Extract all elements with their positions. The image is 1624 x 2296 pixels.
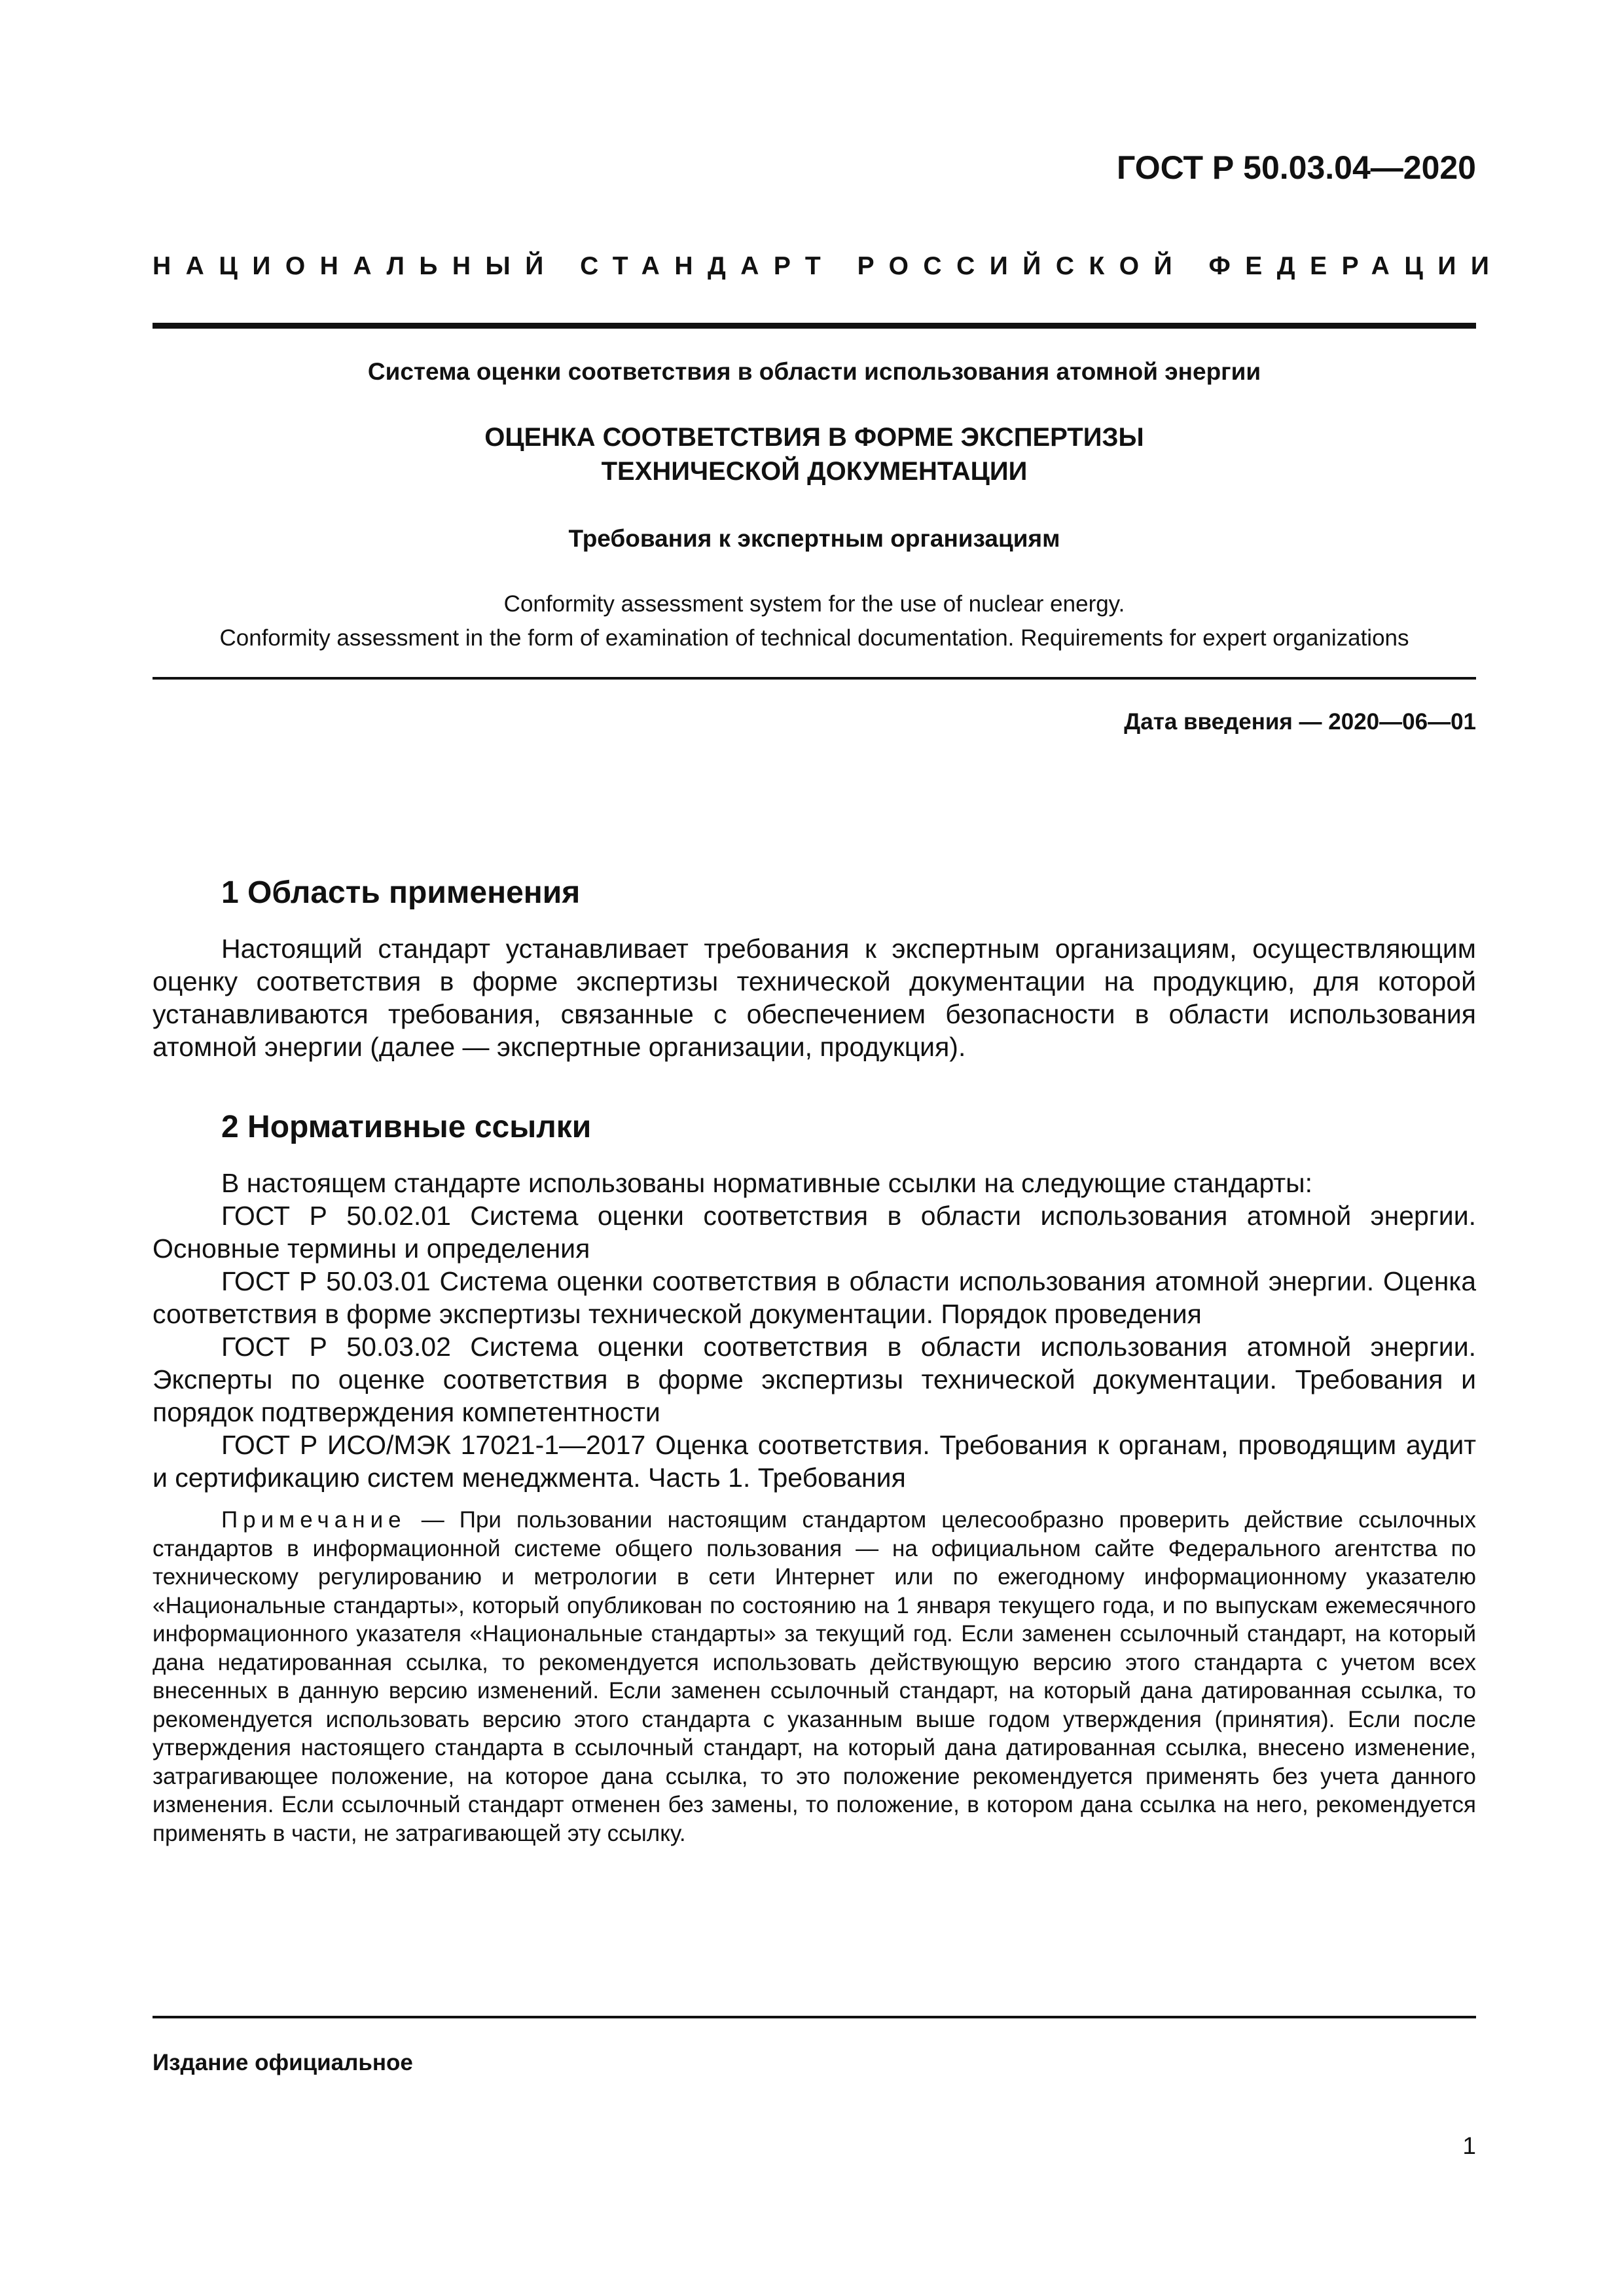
document-title	[153, 420, 1476, 488]
note-label: Примечание	[221, 1507, 406, 1533]
standard-number: ГОСТ Р 50.03.04—2020	[1117, 149, 1476, 186]
reference-item: ГОСТ Р 50.02.01 Система оценки соответствия в области использования атомной энергии. Основные термины и определения	[153, 1201, 1476, 1264]
english-title	[153, 587, 1476, 655]
references-intro: В настоящем стандарте использованы нормативные ссылки на следующие стандарты:	[221, 1168, 1313, 1198]
reference-item: ГОСТ Р ИСО/МЭК 17021-1—2017 Оценка соответствия. Требования к органам, проводящим аудит и сертификацию систем менеджмента. Часть 1. Требования	[153, 1430, 1476, 1493]
footer-divider	[153, 2016, 1476, 2018]
header-divider	[153, 323, 1476, 329]
document-title-line-1: ОЦЕНКА СООТВЕТСТВИЯ В ФОРМЕ ЭКСПЕРТИЗЫ	[484, 423, 1144, 452]
note-text: — При пользовании настоящим стандартом целесообразно проверить действие ссылочных стандартов в информационной системе общего пользования — на официальном сайте Федерального агентства по техническому регулированию и метрологии в сети Интернет или по ежегодному информационному указателю «Национальные стандарты», который опубликован по состоянию на 1 января текущего года, и по выпускам ежемесячного информационного указателя «Национальные стандарты» за текущий год. Если заменен ссылочный стандарт, на который дана недатированная ссылка, то рекомендуется использовать действующую версию этого стандарта с учетом всех внесенных в данную версию изменений. Если заменен ссылочный стандарт, на который дана датированная ссылка, то рекомендуется использовать версию этого стандарта с указанным выше годом утверждения (принятия). Если после утверждения настоящего стандарта в ссылочный стандарт, на который дана датированная ссылка, внесено изменение, затрагивающее положение, на которое дана ссылка, то это положение рекомендуется применять без учета данного изменения. Если ссылочный стандарт отменен без замены, то положение, в котором дана ссылка на него, рекомендуется применять в части, не затрагивающей эту ссылку.	[153, 1507, 1476, 1846]
reference-item: ГОСТ Р 50.03.02 Система оценки соответствия в области использования атомной энергии. Эксперты по оценке соответствия в форме экспертизы технической документации. Требования и порядок подтверждения компетентности	[153, 1332, 1476, 1427]
document-subtitle: Требования к экспертным организациям	[568, 525, 1060, 552]
system-title: Система оценки соответствия в области использования атомной энергии	[367, 358, 1261, 385]
page-number: 1	[1462, 2132, 1476, 2159]
section-2-heading: 2 Нормативные ссылки	[221, 1110, 592, 1144]
introduction-date: Дата введения — 2020—06—01	[1124, 709, 1476, 735]
official-edition-label: Издание официальное	[153, 2050, 413, 2075]
references-note	[153, 1506, 1476, 1848]
document-title-line-2: ТЕХНИЧЕСКОЙ ДОКУМЕНТАЦИИ	[601, 457, 1028, 486]
english-title-line-1: Conformity assessment system for the use of nuclear energy.	[503, 591, 1125, 617]
section-2-body	[153, 1167, 1476, 1494]
section-1-heading: 1 Область применения	[221, 875, 581, 910]
section-1-body	[153, 932, 1476, 1063]
title-divider	[153, 677, 1476, 680]
english-title-line-2: Conformity assessment in the form of examination of technical documentation. Requirements for expert organizations	[219, 625, 1409, 651]
reference-item: ГОСТ Р 50.03.01 Система оценки соответствия в области использования атомной энергии. Оценка соответствия в форме экспертизы технической документации. Порядок проведения	[153, 1266, 1476, 1329]
section-1-paragraph: Настоящий стандарт устанавливает требования к экспертным организациям, осуществляющим оценку соответствия в форме экспертизы технической документации на продукцию, для которой устанавливаются требования, связанные с обеспечением безопасности в области использования атомной энергии (далее — экспертные организации, продукция).	[153, 934, 1476, 1062]
national-standard-title: НАЦИОНАЛЬНЫЙ СТАНДАРТ РОССИЙСКОЙ ФЕДЕРАЦИИ	[153, 252, 1504, 280]
